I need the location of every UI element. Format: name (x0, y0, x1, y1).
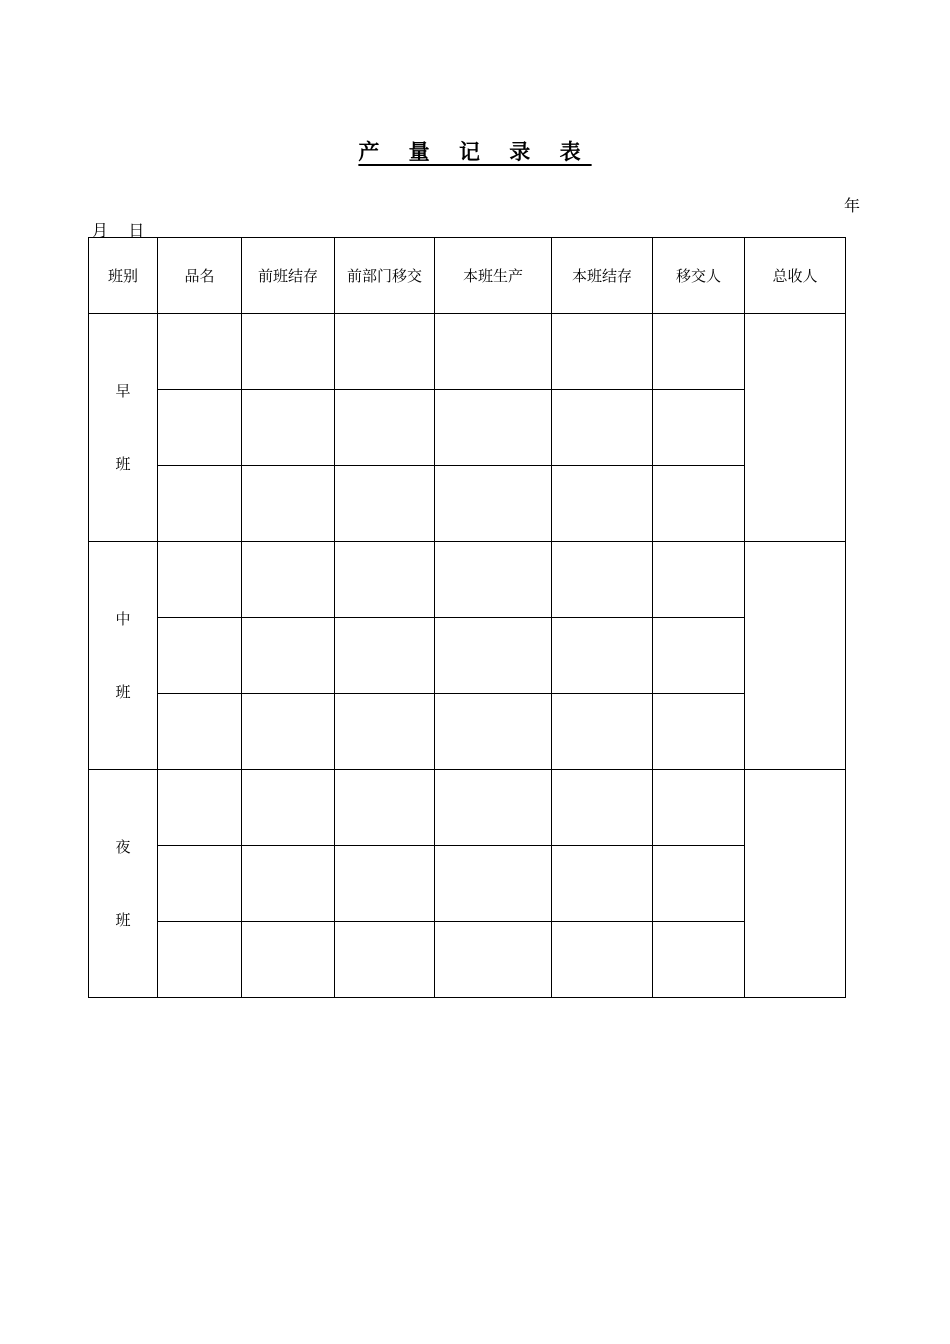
table-cell[interactable] (653, 618, 745, 694)
shift-label-char: 早 (115, 381, 131, 400)
table-cell[interactable] (335, 466, 435, 542)
table-cell[interactable] (242, 770, 335, 846)
table-cell[interactable] (158, 922, 242, 998)
shift-label-char: 班 (115, 682, 131, 701)
table-cell[interactable] (158, 618, 242, 694)
table-cell[interactable] (335, 542, 435, 618)
header-cell-product-name: 品名 (158, 238, 242, 314)
total-receiver-cell-morning[interactable] (745, 314, 846, 542)
date-year-label: 年 (844, 196, 861, 215)
header-cell-total-receiver: 总收人 (745, 238, 846, 314)
table-cell[interactable] (552, 846, 653, 922)
table-cell[interactable] (653, 694, 745, 770)
table-cell[interactable] (242, 466, 335, 542)
header-cell-shift-balance: 本班结存 (552, 238, 653, 314)
table-cell[interactable] (242, 390, 335, 466)
table-cell[interactable] (435, 618, 552, 694)
table-cell[interactable] (158, 770, 242, 846)
table-cell[interactable] (158, 390, 242, 466)
table-cell[interactable] (335, 314, 435, 390)
table-cell[interactable] (435, 770, 552, 846)
table-cell[interactable] (653, 390, 745, 466)
table-cell[interactable] (158, 542, 242, 618)
table-row (89, 314, 846, 390)
table-cell[interactable] (552, 694, 653, 770)
table-cell[interactable] (435, 466, 552, 542)
table-cell[interactable] (552, 542, 653, 618)
table-cell[interactable] (552, 390, 653, 466)
table-cell[interactable] (552, 466, 653, 542)
table-cell[interactable] (435, 314, 552, 390)
table-cell[interactable] (435, 390, 552, 466)
table-cell[interactable] (335, 390, 435, 466)
shift-label-char: 中 (115, 609, 131, 628)
header-cell-shift-production: 本班生产 (435, 238, 552, 314)
table-cell[interactable] (335, 694, 435, 770)
table-cell[interactable] (552, 618, 653, 694)
table-cell[interactable] (242, 542, 335, 618)
table-cell[interactable] (653, 542, 745, 618)
table-row (89, 922, 846, 998)
table-row (89, 390, 846, 466)
shift-label-middle (89, 542, 158, 770)
table-cell[interactable] (335, 922, 435, 998)
date-month-day-label: 月 日 (92, 221, 145, 240)
table-cell[interactable] (335, 770, 435, 846)
table-cell[interactable] (242, 846, 335, 922)
table-cell[interactable] (335, 618, 435, 694)
table-cell[interactable] (552, 770, 653, 846)
table-cell[interactable] (435, 846, 552, 922)
total-receiver-cell-middle[interactable] (745, 542, 846, 770)
table-row (89, 542, 846, 618)
shift-label-char: 班 (115, 454, 131, 473)
table-cell[interactable] (242, 314, 335, 390)
table-cell[interactable] (158, 314, 242, 390)
table-cell[interactable] (653, 770, 745, 846)
table-cell[interactable] (653, 922, 745, 998)
header-cell-transfer-from-previous-dept: 前部门移交 (335, 238, 435, 314)
table-cell[interactable] (242, 618, 335, 694)
shift-label-char: 班 (115, 910, 131, 929)
page-title: 产 量 记 录 表 (358, 139, 592, 164)
table-cell[interactable] (158, 846, 242, 922)
table-cell[interactable] (158, 466, 242, 542)
shift-label-char: 夜 (115, 837, 131, 856)
table-cell[interactable] (158, 694, 242, 770)
shift-label-night (89, 770, 158, 998)
table-cell[interactable] (653, 846, 745, 922)
table-cell[interactable] (435, 922, 552, 998)
header-cell-handover-person: 移交人 (653, 238, 745, 314)
table-row (89, 846, 846, 922)
total-receiver-cell-night[interactable] (745, 770, 846, 998)
shift-label-morning (89, 314, 158, 542)
table-cell[interactable] (552, 314, 653, 390)
table-row (89, 618, 846, 694)
header-cell-previous-balance: 前班结存 (242, 238, 335, 314)
table-cell[interactable] (435, 694, 552, 770)
production-record-table (88, 237, 846, 998)
table-row (89, 770, 846, 846)
header-cell-shift: 班别 (89, 238, 158, 314)
table-cell[interactable] (242, 694, 335, 770)
table-cell[interactable] (653, 466, 745, 542)
table-row (89, 466, 846, 542)
table-cell[interactable] (435, 542, 552, 618)
table-row (89, 694, 846, 770)
table-cell[interactable] (552, 922, 653, 998)
table-cell[interactable] (242, 922, 335, 998)
table-cell[interactable] (335, 846, 435, 922)
table-cell[interactable] (653, 314, 745, 390)
header-row (89, 238, 846, 314)
